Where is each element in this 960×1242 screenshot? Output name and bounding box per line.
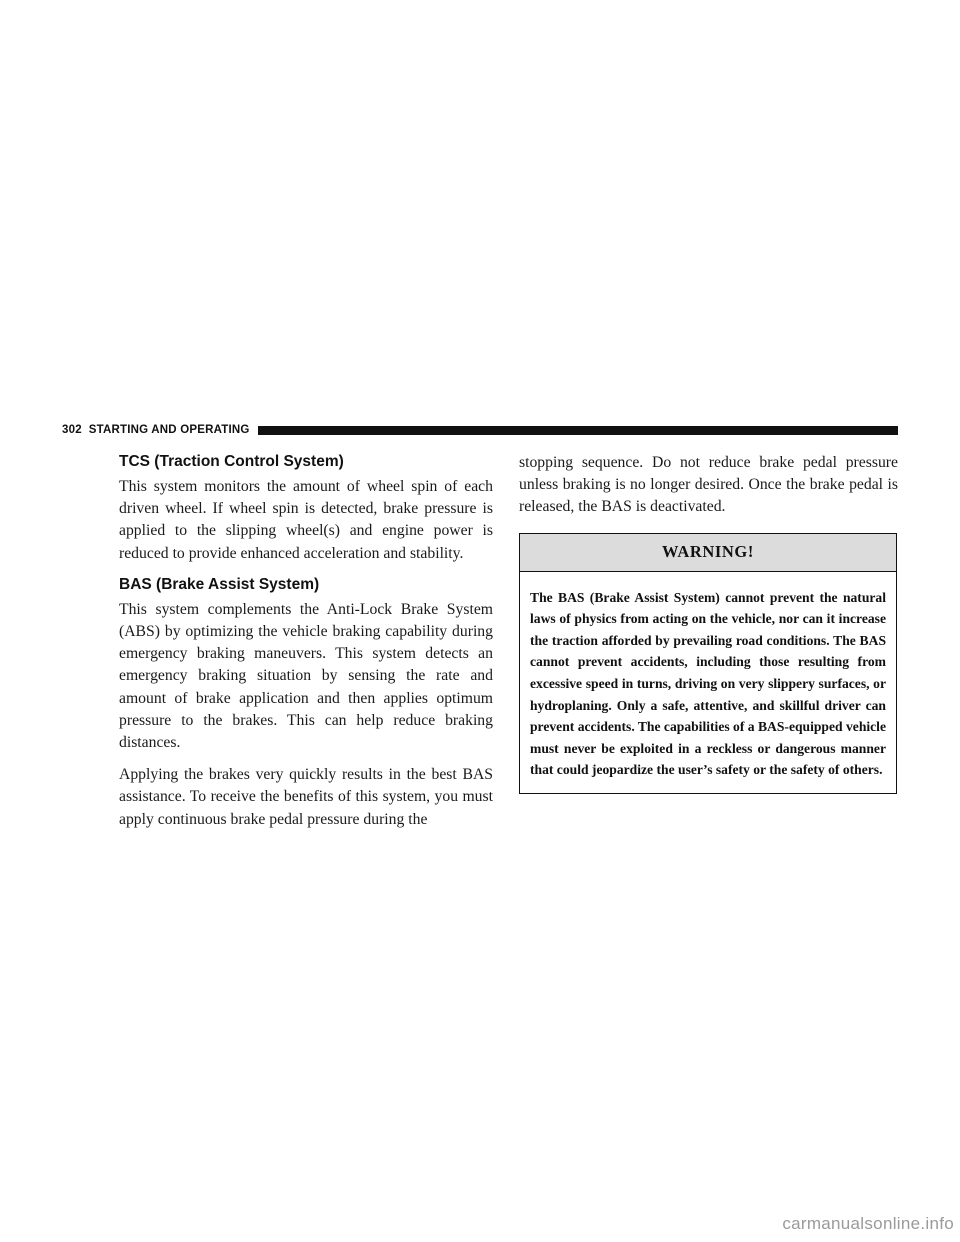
tcs-paragraph: This system monitors the amount of wheel spin of each driven wheel. If wheel spin is detected, brake pressure is applied to the slipping wheel(s) and engine power is reduced to provide enhanced acceleration and stability. bbox=[119, 478, 493, 562]
page-number: 302 bbox=[62, 424, 82, 436]
bas-paragraph-1: This system complements the Anti-Lock Brake System (ABS) by optimizing the vehicle braking capability during emergency braking maneuvers. This system detects an emergency braking situation by sensing the rate and amount of brake application and then applies optimum pressure to the brakes. This can help reduce braking distances. bbox=[119, 600, 493, 752]
section-title: STARTING AND OPERATING bbox=[88, 424, 250, 436]
left-column bbox=[119, 452, 493, 841]
running-header bbox=[62, 423, 898, 437]
tcs-heading: TCS (Traction Control System) bbox=[119, 453, 344, 470]
warning-text: The BAS (Brake Assist System) cannot prevent the natural laws of physics from acting on the vehicle, nor can it increase the traction afforded by prevailing road conditions. The BAS cannot prevent accidents, including those resulting from excessive speed in turns, driving on very slippery surfaces, or hydroplaning. Only a safe, attentive, and skillful driver can prevent accidents. The capabilities of a BAS-equipped vehicle must never be exploited in a reckless or dangerous manner that could jeopardize the user’s safety or the safety of others. bbox=[530, 589, 886, 778]
header-rule bbox=[258, 426, 898, 435]
warning-box bbox=[519, 533, 897, 794]
warning-title: WARNING! bbox=[520, 534, 896, 572]
watermark: carmanualsonline.info bbox=[782, 1214, 954, 1233]
bas-continuation-paragraph: stopping sequence. Do not reduce brake pedal pressure unless braking is no longer desired. Once the brake pedal is released, the BAS is deactivated. bbox=[519, 454, 898, 516]
bas-paragraph-2: Applying the brakes very quickly results in the best BAS assistance. To receive the benefits of this system, you must apply continuous brake pedal pressure during the bbox=[119, 766, 493, 828]
right-column bbox=[519, 452, 898, 794]
bas-heading: BAS (Brake Assist System) bbox=[119, 575, 320, 593]
